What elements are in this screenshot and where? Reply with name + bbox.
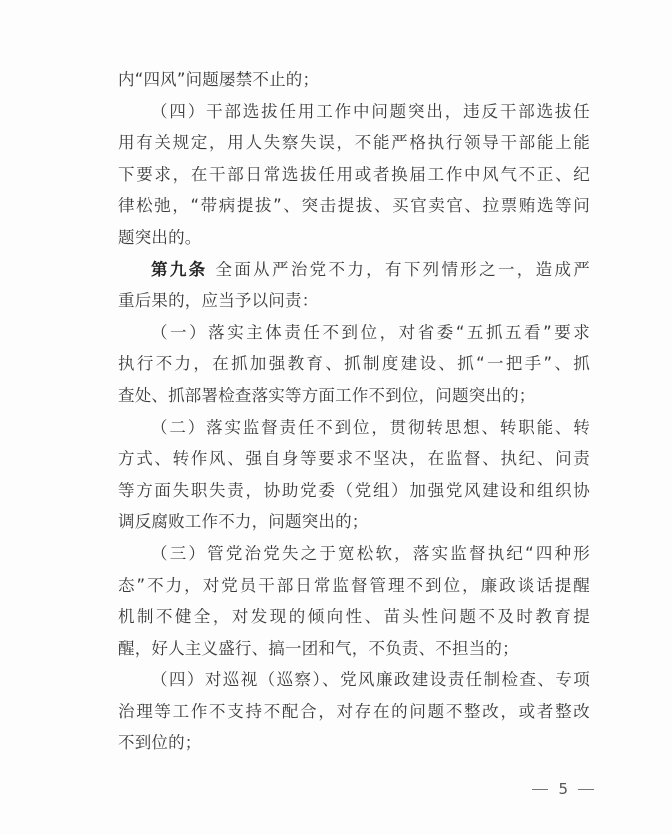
line-text: （一）落实主体责任不到位，对省委“五抓五看”要求 bbox=[151, 322, 590, 342]
text-line bbox=[118, 254, 590, 286]
line-text: 下要求，在干部日常选拔任用或者换届工作中风气不正、纪 bbox=[118, 164, 590, 184]
line-text: 醒，好人主义盛行、搞一团和气，不负责、不担当的； bbox=[118, 638, 519, 658]
article-number: 第九条 bbox=[151, 259, 208, 279]
text-line bbox=[118, 127, 590, 159]
line-text: 律松弛，“带病提拔”、突击提拔、买官卖官、拉票贿选等问 bbox=[118, 196, 590, 216]
text-line bbox=[118, 348, 590, 380]
footer-dash-left bbox=[532, 789, 548, 790]
text-line bbox=[118, 727, 590, 759]
body-text bbox=[118, 64, 590, 759]
line-text: 不到位的； bbox=[118, 733, 202, 753]
line-text: 调反腐败工作不力，问题突出的； bbox=[118, 512, 369, 532]
text-line bbox=[118, 633, 590, 665]
line-text: （二）落实监督责任不到位，贯彻转思想、转职能、转 bbox=[151, 417, 590, 437]
page-footer bbox=[532, 780, 594, 798]
line-text: 内“四风”问题屡禁不止的； bbox=[118, 70, 320, 89]
text-line bbox=[118, 475, 590, 507]
line-text: 机制不健全，对发现的倾向性、苗头性问题不及时教育提 bbox=[118, 607, 590, 627]
footer-dash-right bbox=[578, 789, 594, 790]
text-line bbox=[118, 443, 590, 475]
line-text: 全面从严治党不力，有下列情形之一，造成严 bbox=[215, 259, 590, 279]
text-line bbox=[118, 538, 590, 570]
line-text: （四）干部选拔任用工作中问题突出，违反干部选拔任 bbox=[151, 101, 590, 121]
text-line bbox=[118, 222, 590, 254]
line-text: 治理等工作不支持不配合，对存在的问题不整改，或者整改 bbox=[118, 701, 590, 721]
line-text: 执行不力，在抓加强教育、抓制度建设、抓“一把手”、抓 bbox=[118, 354, 590, 374]
text-line bbox=[118, 601, 590, 633]
line-text: 等方面失职失责，协助党委（党组）加强党风建设和组织协 bbox=[118, 480, 590, 500]
text-line bbox=[118, 570, 590, 602]
line-text: 重后果的，应当予以问责： bbox=[118, 291, 319, 311]
text-line bbox=[118, 285, 590, 317]
text-line bbox=[118, 412, 590, 444]
line-text: （三）管党治党失之于宽松软，落实监督执纪“四种形 bbox=[151, 543, 590, 563]
line-text: 方式、转作风、强自身等要求不坚决，在监督、执纪、问责 bbox=[118, 449, 590, 469]
line-text: 用有关规定，用人失察失误，不能严格执行领导干部能上能 bbox=[118, 133, 590, 153]
text-line bbox=[118, 190, 590, 222]
line-text: 题突出的。 bbox=[118, 227, 202, 247]
page-number: 5 bbox=[558, 780, 568, 798]
text-line bbox=[118, 664, 590, 696]
text-line bbox=[118, 380, 590, 412]
text-line bbox=[118, 96, 590, 128]
text-line bbox=[118, 696, 590, 728]
line-text: 态”不力，对党员干部日常监督管理不到位，廉政谈话提醒 bbox=[118, 575, 590, 595]
text-line bbox=[118, 317, 590, 349]
text-line bbox=[118, 506, 590, 538]
line-text: 查处、抓部署检查落实等方面工作不到位，问题突出的； bbox=[118, 385, 536, 405]
text-line bbox=[118, 159, 590, 191]
text-line bbox=[118, 64, 590, 96]
line-text: （四）对巡视（巡察）、党风廉政建设责任制检查、专项 bbox=[151, 670, 590, 690]
